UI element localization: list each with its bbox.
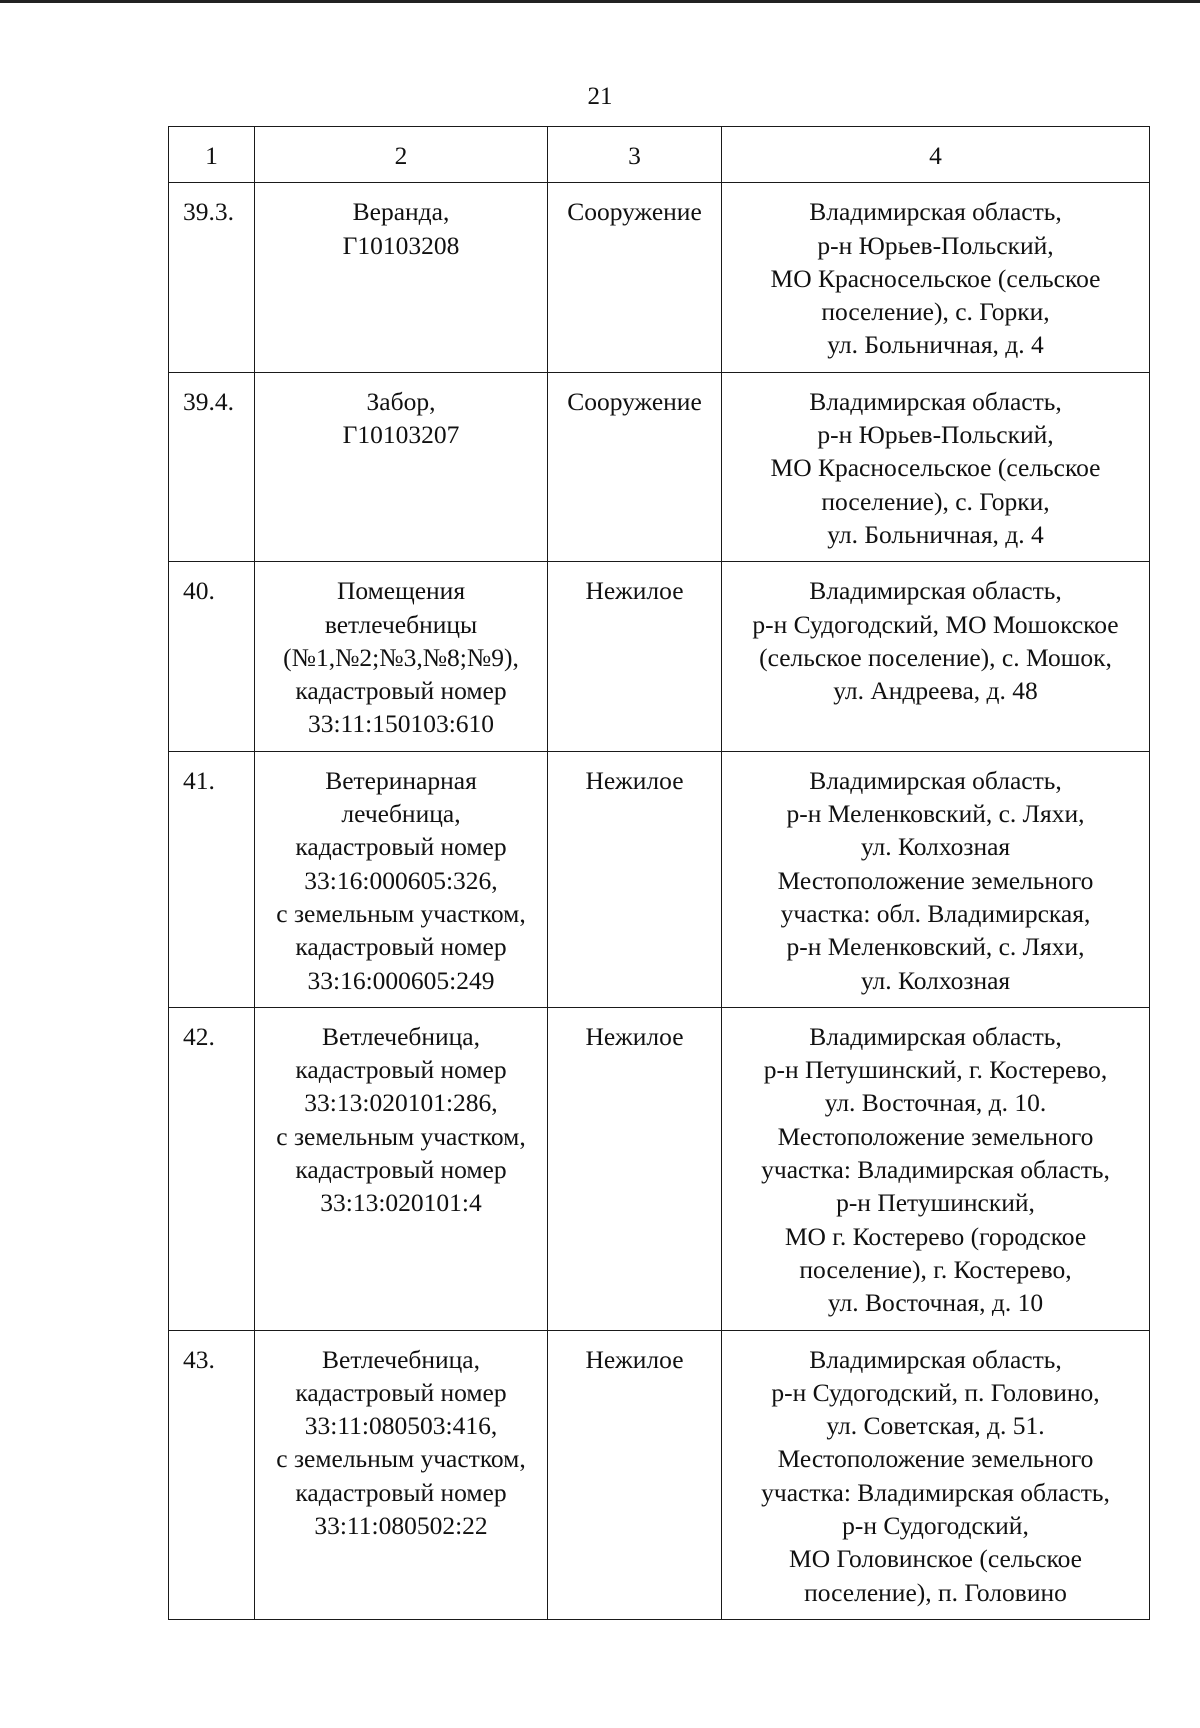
name-line: Г10103207 [342, 420, 460, 450]
address-line: (сельское поселение), с. Мошок, [759, 642, 1112, 672]
page-number: 21 [587, 83, 613, 110]
object-type: Сооружение [548, 372, 722, 561]
address-line: р-н Судогодский, [842, 1510, 1029, 1540]
address-line: Местоположение земельного [777, 1121, 1094, 1151]
object-type: Нежилое [548, 1330, 722, 1619]
header-col-4: 4 [722, 127, 1150, 183]
name-line: 33:11:080503:416, [304, 1411, 498, 1441]
name-line: 33:13:020101:286, [304, 1088, 498, 1118]
object-type: Нежилое [548, 562, 722, 751]
row-number: 39.3. [169, 183, 255, 372]
name-line: с земельным участком, [276, 898, 526, 928]
address-line: Владимирская область, [809, 765, 1062, 795]
name-line: 33:16:000605:249 [307, 965, 495, 995]
row-number: 39.4. [169, 372, 255, 561]
name-line: Забор, [366, 386, 436, 416]
object-type: Сооружение [548, 183, 722, 372]
name-line: кадастровый номер [295, 932, 507, 962]
name-line: 33:13:020101:4 [320, 1188, 482, 1218]
address-line: р-н Юрьев-Польский, [817, 420, 1054, 450]
table-row [169, 562, 1150, 751]
row-number: 40. [169, 562, 255, 751]
name-line: с земельным участком, [276, 1444, 526, 1474]
name-line: кадастровый номер [295, 1477, 507, 1507]
address-line: р-н Петушинский, г. Костерево, [763, 1055, 1108, 1085]
name-line: 33:11:080502:22 [314, 1510, 488, 1540]
table-row [169, 183, 1150, 372]
row-number: 43. [169, 1330, 255, 1619]
address-line: МО Красносельское (сельское [770, 263, 1101, 293]
address-line: р-н Меленковский, с. Ляхи, [786, 799, 1085, 829]
table-body [169, 183, 1150, 1620]
object-name [255, 751, 548, 1007]
address-line: Владимирская область, [809, 197, 1062, 227]
address-line: ул. Колхозная [860, 832, 1011, 862]
object-name [255, 562, 548, 751]
property-table [168, 126, 1150, 1620]
address-line: ул. Советская, д. 51. [826, 1411, 1045, 1441]
header-col-3: 3 [548, 127, 722, 183]
address-line: участка: Владимирская область, [761, 1477, 1110, 1507]
address-line: р-н Меленковский, с. Ляхи, [786, 932, 1085, 962]
header-col-1: 1 [169, 127, 255, 183]
object-address [722, 183, 1150, 372]
name-line: (№1,№2;№3,№8;№9), [283, 642, 519, 672]
name-line: 33:16:000605:326, [304, 865, 498, 895]
address-line: МО Красносельское (сельское [770, 453, 1101, 483]
address-line: ул. Андреева, д. 48 [833, 676, 1038, 706]
address-line: ул. Больничная, д. 4 [827, 330, 1044, 360]
address-line: р-н Юрьев-Польский, [817, 230, 1054, 260]
row-number: 42. [169, 1007, 255, 1330]
header-col-2: 2 [255, 127, 548, 183]
row-number: 41. [169, 751, 255, 1007]
name-line: Ветлечебница, [322, 1344, 480, 1374]
address-line: Владимирская область, [809, 576, 1062, 606]
address-line: Местоположение земельного [777, 1444, 1094, 1474]
object-name [255, 372, 548, 561]
object-type: Нежилое [548, 751, 722, 1007]
address-line: участка: обл. Владимирская, [780, 898, 1091, 928]
address-line: Владимирская область, [809, 1021, 1062, 1051]
name-line: Ветеринарная [325, 765, 477, 795]
table-row [169, 751, 1150, 1007]
address-line: Владимирская область, [809, 386, 1062, 416]
name-line: ветлечебницы [324, 609, 478, 639]
object-name [255, 1330, 548, 1619]
name-line: кадастровый номер [295, 1155, 507, 1185]
address-line: Владимирская область, [809, 1344, 1062, 1374]
address-line: ул. Больничная, д. 4 [827, 519, 1044, 549]
object-address [722, 562, 1150, 751]
name-line: кадастровый номер [295, 832, 507, 862]
address-line: поселение), г. Костерево, [799, 1254, 1072, 1284]
object-address [722, 1330, 1150, 1619]
name-line: 33:11:150103:610 [307, 709, 495, 739]
name-line: кадастровый номер [295, 1377, 507, 1407]
table-row [169, 372, 1150, 561]
table-row [169, 1007, 1150, 1330]
address-line: р-н Судогодский, п. Головино, [771, 1377, 1100, 1407]
address-line: р-н Судогодский, МО Мошокское [752, 609, 1119, 639]
object-address [722, 372, 1150, 561]
address-line: участка: Владимирская область, [761, 1155, 1110, 1185]
address-line: ул. Восточная, д. 10. [824, 1088, 1047, 1118]
address-line: поселение), с. Горки, [821, 486, 1050, 516]
address-line: ул. Восточная, д. 10 [827, 1288, 1044, 1318]
address-line: поселение), с. Горки, [821, 297, 1050, 327]
address-line: р-н Петушинский, [836, 1188, 1035, 1218]
page-top-edge [0, 0, 1200, 3]
object-address [722, 1007, 1150, 1330]
name-line: Г10103208 [342, 230, 460, 260]
address-line: МО Головинское (сельское [789, 1544, 1082, 1574]
name-line: с земельным участком, [276, 1121, 526, 1151]
object-address [722, 751, 1150, 1007]
name-line: кадастровый номер [295, 1055, 507, 1085]
address-line: МО г. Костерево (городское [784, 1221, 1087, 1251]
header-row [169, 127, 1150, 183]
name-line: Ветлечебница, [322, 1021, 480, 1051]
object-name [255, 1007, 548, 1330]
name-line: лечебница, [341, 799, 461, 829]
object-type: Нежилое [548, 1007, 722, 1330]
address-line: поселение), п. Головино [804, 1577, 1067, 1607]
table-header [169, 127, 1150, 183]
name-line: кадастровый номер [295, 676, 507, 706]
name-line: Помещения [336, 576, 466, 606]
address-line: ул. Колхозная [860, 965, 1011, 995]
table-row [169, 1330, 1150, 1619]
object-name [255, 183, 548, 372]
address-line: Местоположение земельного [777, 865, 1094, 895]
name-line: Веранда, [352, 197, 450, 227]
